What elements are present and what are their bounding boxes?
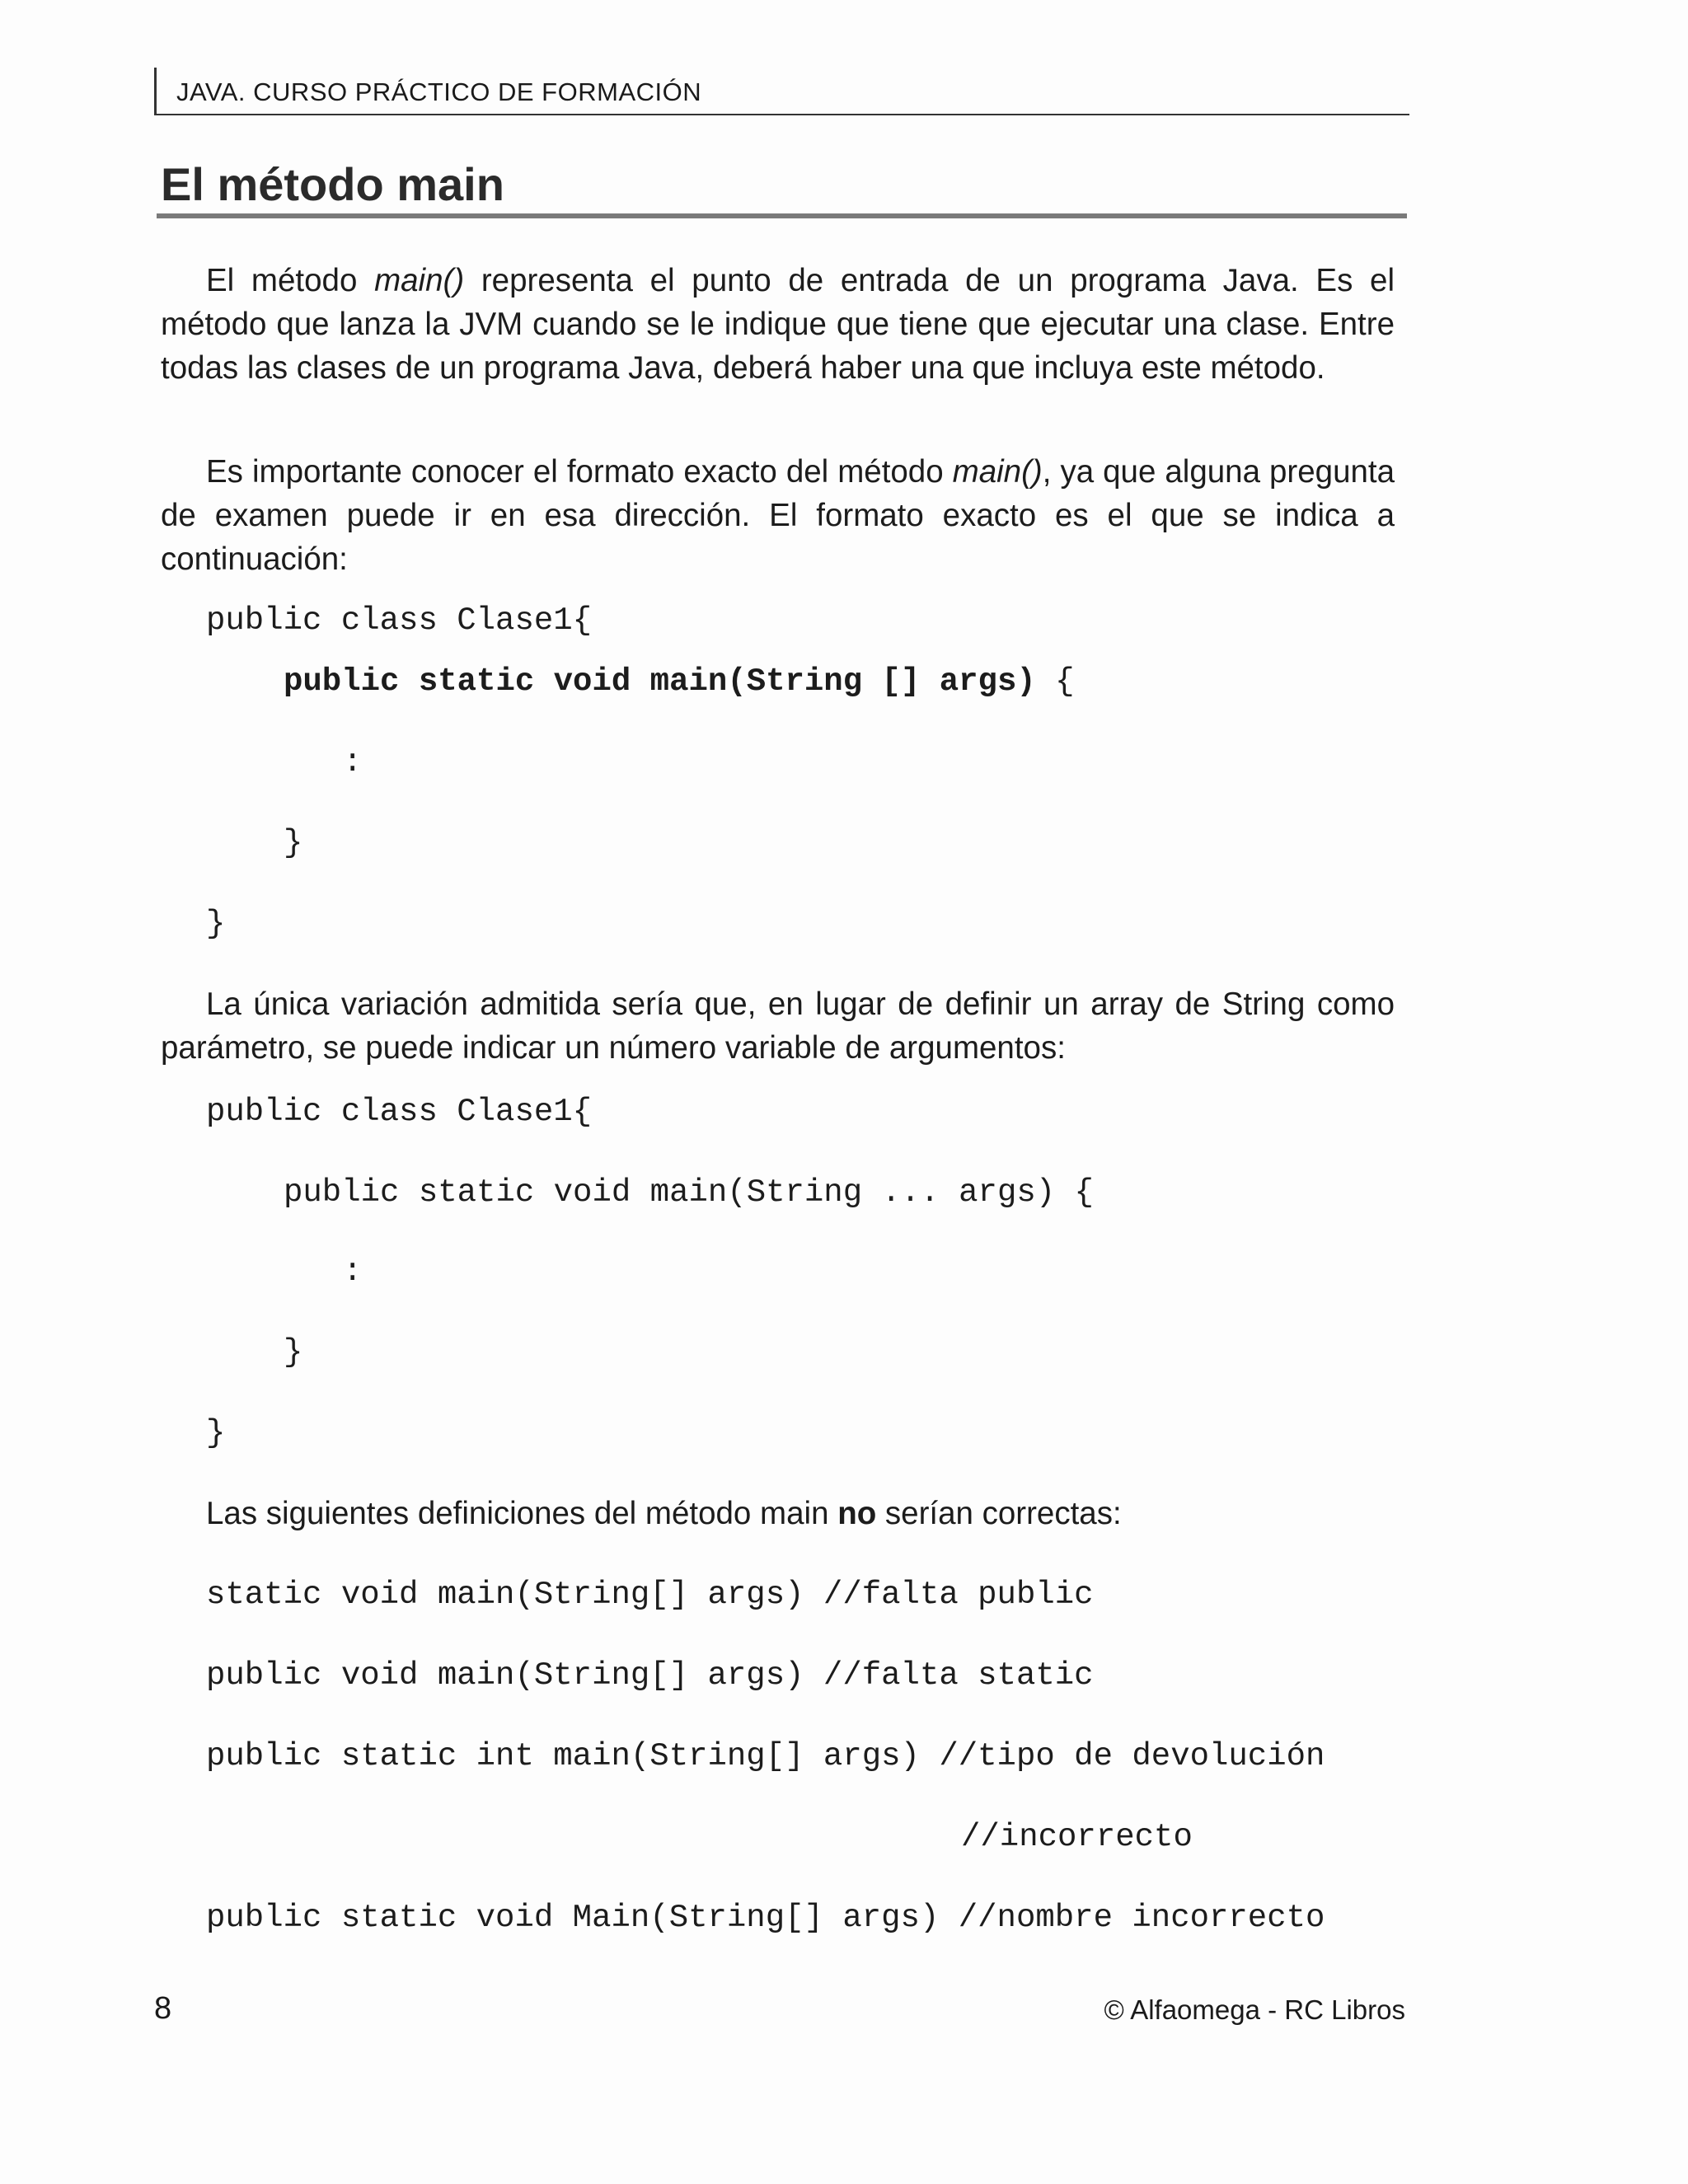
- paragraph-variation: La única variación admitida sería que, en lugar de definir un array de String como parámetro, se puede indicar un número variable de argumentos:: [161, 987, 1395, 1066]
- section-title: El método main: [161, 158, 504, 210]
- code1-line1: public class Clase1{: [206, 602, 593, 639]
- code1-line2: [284, 663, 1075, 701]
- code2-line2: public static void main(String ... args) {: [284, 1174, 1094, 1211]
- code3-line3: public static int main(String[] args) //tipo de devolución: [206, 1738, 1325, 1774]
- code1-line5: }: [206, 906, 226, 942]
- running-header-title: JAVA. CURSO PRÁCTICO DE FORMACIÓN: [176, 77, 702, 106]
- code2-line5: }: [206, 1415, 226, 1451]
- paragraph-incorrect: [161, 1492, 1395, 1535]
- footer-credit: © Alfaomega - RC Libros: [1104, 1994, 1405, 2025]
- code3-line4: //incorrecto: [961, 1819, 1193, 1855]
- code1-line4: }: [284, 825, 303, 861]
- code2-line3: :: [343, 1254, 363, 1290]
- paragraph-format-text-c: , ya que alguna pregunta de examen puede ir en esa dirección. El formato exacto es el que se indica a continuación:: [161, 454, 1395, 577]
- page-number: 8: [154, 1991, 172, 2026]
- paragraph-incorrect-emphasis: no: [837, 1496, 877, 1531]
- running-header: [154, 68, 1409, 115]
- code1-line2-brace: {: [1035, 663, 1075, 700]
- code2-line4: }: [284, 1334, 303, 1371]
- code3-line1: static void main(String[] args) //falta public: [206, 1577, 1094, 1613]
- code2-line1: public class Clase1{: [206, 1094, 593, 1130]
- paragraph-intro-text-c: representa el punto de entrada de un programa Java. Es el método que lanza la JVM cuando se le indique que tiene que ejecutar una clase. Entre todas las clases de un programa Java, deberá haber una que incluya este método.: [161, 263, 1395, 386]
- paragraph-intro-method: main(): [374, 263, 465, 298]
- paragraph-incorrect-text-a: Las siguientes definiciones del método main: [206, 1496, 838, 1531]
- paragraph-intro: [161, 259, 1395, 390]
- code3-line5: public static void Main(String[] args) //nombre incorrecto: [206, 1900, 1325, 1936]
- code1-line2-signature: public static void main(String [] args): [284, 663, 1036, 700]
- paragraph-intro-text-a: El método: [206, 263, 375, 298]
- code3-line2: public void main(String[] args) //falta static: [206, 1657, 1094, 1694]
- paragraph-format: [161, 450, 1395, 581]
- paragraph-incorrect-text-c: serían correctas:: [876, 1496, 1122, 1531]
- paragraph-format-text-a: Es importante conocer el formato exacto del método: [206, 454, 953, 490]
- paragraph-format-method: main(): [952, 454, 1043, 490]
- title-rule: [157, 213, 1407, 218]
- code1-line3: :: [343, 744, 363, 780]
